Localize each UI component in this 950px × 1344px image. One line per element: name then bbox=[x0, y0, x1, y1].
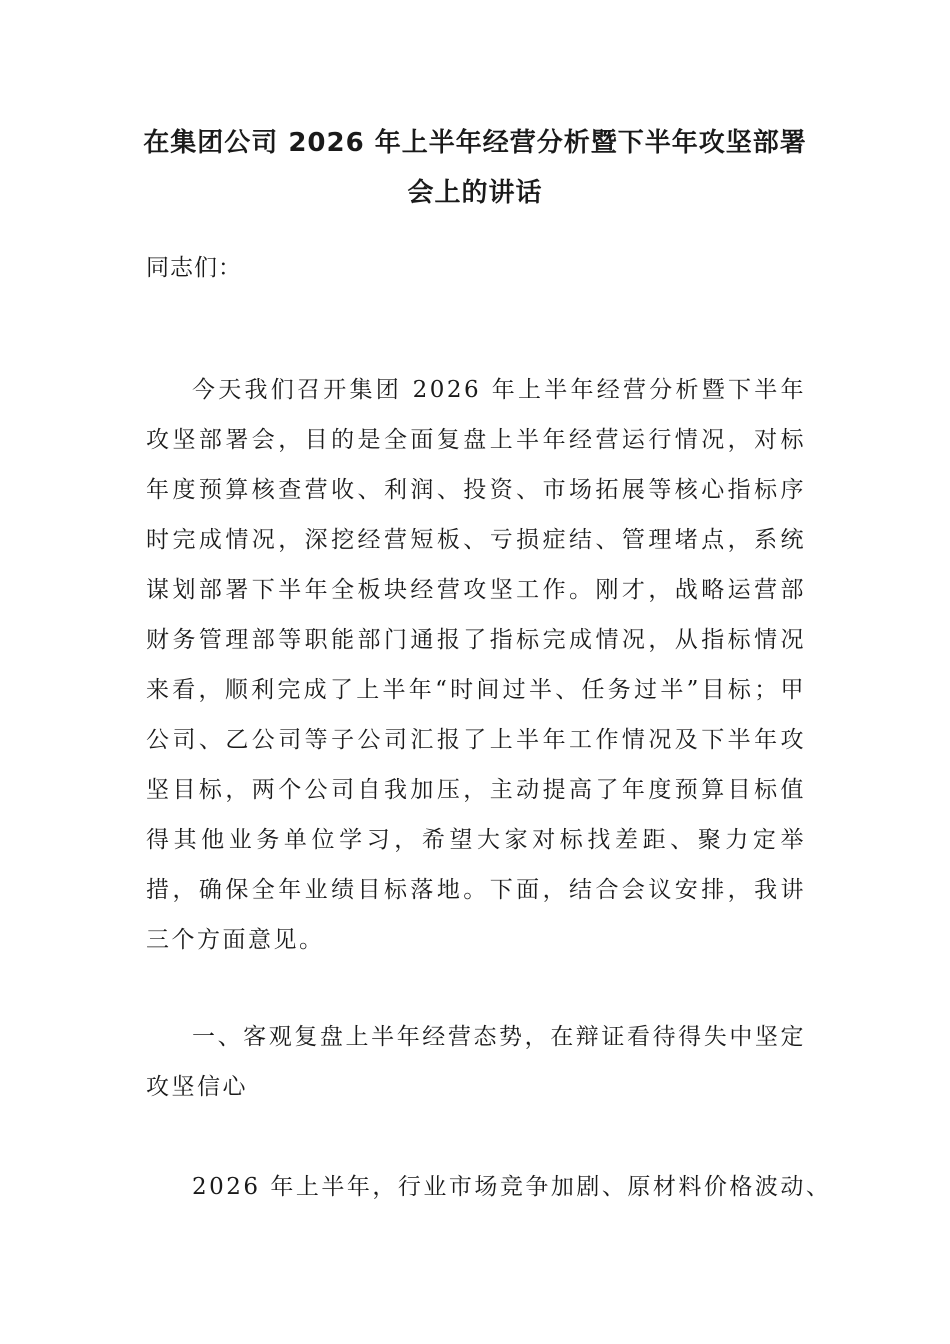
section-heading-1: 一、客观复盘上半年经营态势，在辩证看待得失中坚定攻坚信心 bbox=[146, 1024, 806, 1100]
document-title: 在集团公司 2026 年上半年经营分析暨下半年攻坚部署会上的讲话 bbox=[143, 128, 807, 208]
salutation: 同志们： bbox=[146, 255, 242, 281]
paragraph-intro: 今天我们召开集团 2026 年上半年经营分析暨下半年攻坚部署会，目的是全面复盘上半年经营运行情况，对标年度预算核查营收、利润、投资、市场拓展等核心指标序时完成情况，深挖经营短板、亏损症结、管理堵点，系统谋划部署下半年全板块经营攻坚工作。刚才，战略运营部财务管理部等职能部门通报了指标完成情况，从指标情况来看，顺利完成了上半年“时间过半、任务过半”目标；甲公司、乙公司等子公司汇报了上半年工作情况及下半年攻坚目标，两个公司自我加压，主动提高了年度预算目标值得其他业务单位学习，希望大家对标找差距、聚力定举措，确保全年业绩目标落地。下面，结合会议安排，我讲三个方面意见。 bbox=[146, 377, 806, 953]
paragraph-section-1: 2026 年上半年，行业市场竞争加剧、原材料价格波动、 bbox=[192, 1174, 832, 1200]
